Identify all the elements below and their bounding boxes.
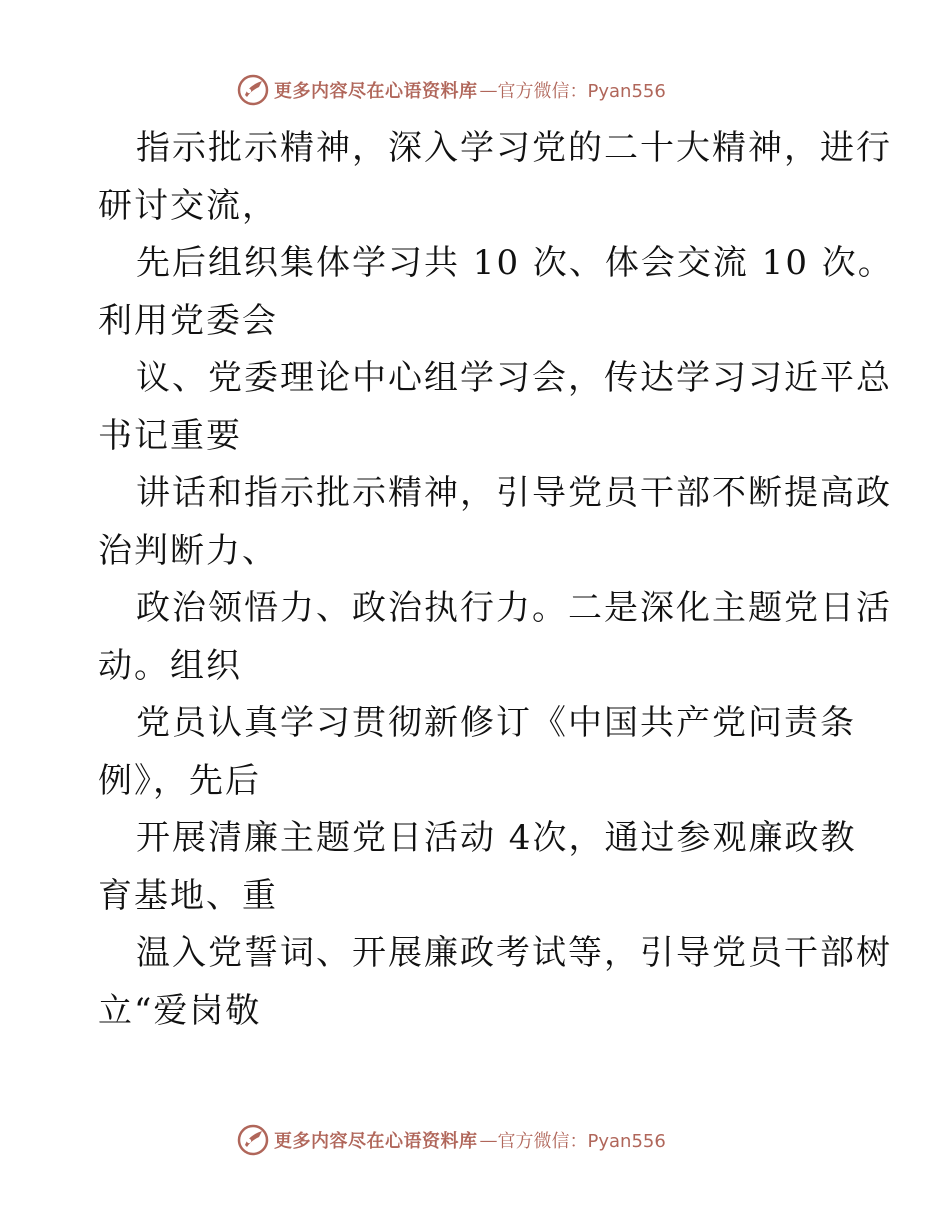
text-line: 政治领悟力、政治执行力。二是深化主题党日活 (136, 588, 892, 628)
watermark-wechat: 官方微信：Pyan556 (497, 81, 666, 102)
text-line: 利用党委会 (98, 300, 278, 341)
text-line: 党员认真学习贯彻新修订《中国共产党问责条 (136, 703, 856, 743)
document-body (98, 120, 894, 1040)
text-line: 治判断力、 (98, 530, 278, 571)
watermark-text: 更多内容尽在心语资料库 (274, 1131, 478, 1152)
text-line: 讲话和指示批示精神，引导党员干部不断提高政 (136, 473, 892, 513)
text-line: 温入党誓词、开展廉政考试等，引导党员干部树 (136, 933, 892, 973)
footer-watermark (236, 1123, 666, 1157)
text-line: 例》，先后 (98, 760, 261, 801)
watermark-wechat: 官方微信：Pyan556 (497, 1131, 666, 1152)
text-line: 研讨交流， (98, 185, 278, 226)
book-pen-logo-icon (236, 1123, 270, 1157)
watermark-separator: — (479, 79, 498, 101)
book-pen-logo-icon (236, 73, 270, 107)
text-line: 动。组织 (98, 645, 242, 686)
text-line: 书记重要 (98, 415, 242, 456)
watermark-separator: — (479, 1129, 498, 1151)
watermark-text: 更多内容尽在心语资料库 (274, 81, 478, 102)
text-line: 先后组织集体学习共 10 次、体会交流 10 次。 (136, 243, 894, 283)
text-line: 指示批示精神，深入学习党的二十大精神，进行 (136, 128, 892, 168)
text-line: 立“爱岗敬 (98, 990, 262, 1031)
text-line: 育基地、重 (98, 875, 278, 916)
text-line: 开展清廉主题党日活动 4次，通过参观廉政教 (136, 818, 857, 858)
text-line: 议、党委理论中心组学习会，传达学习习近平总 (136, 358, 892, 398)
header-watermark (236, 73, 666, 107)
